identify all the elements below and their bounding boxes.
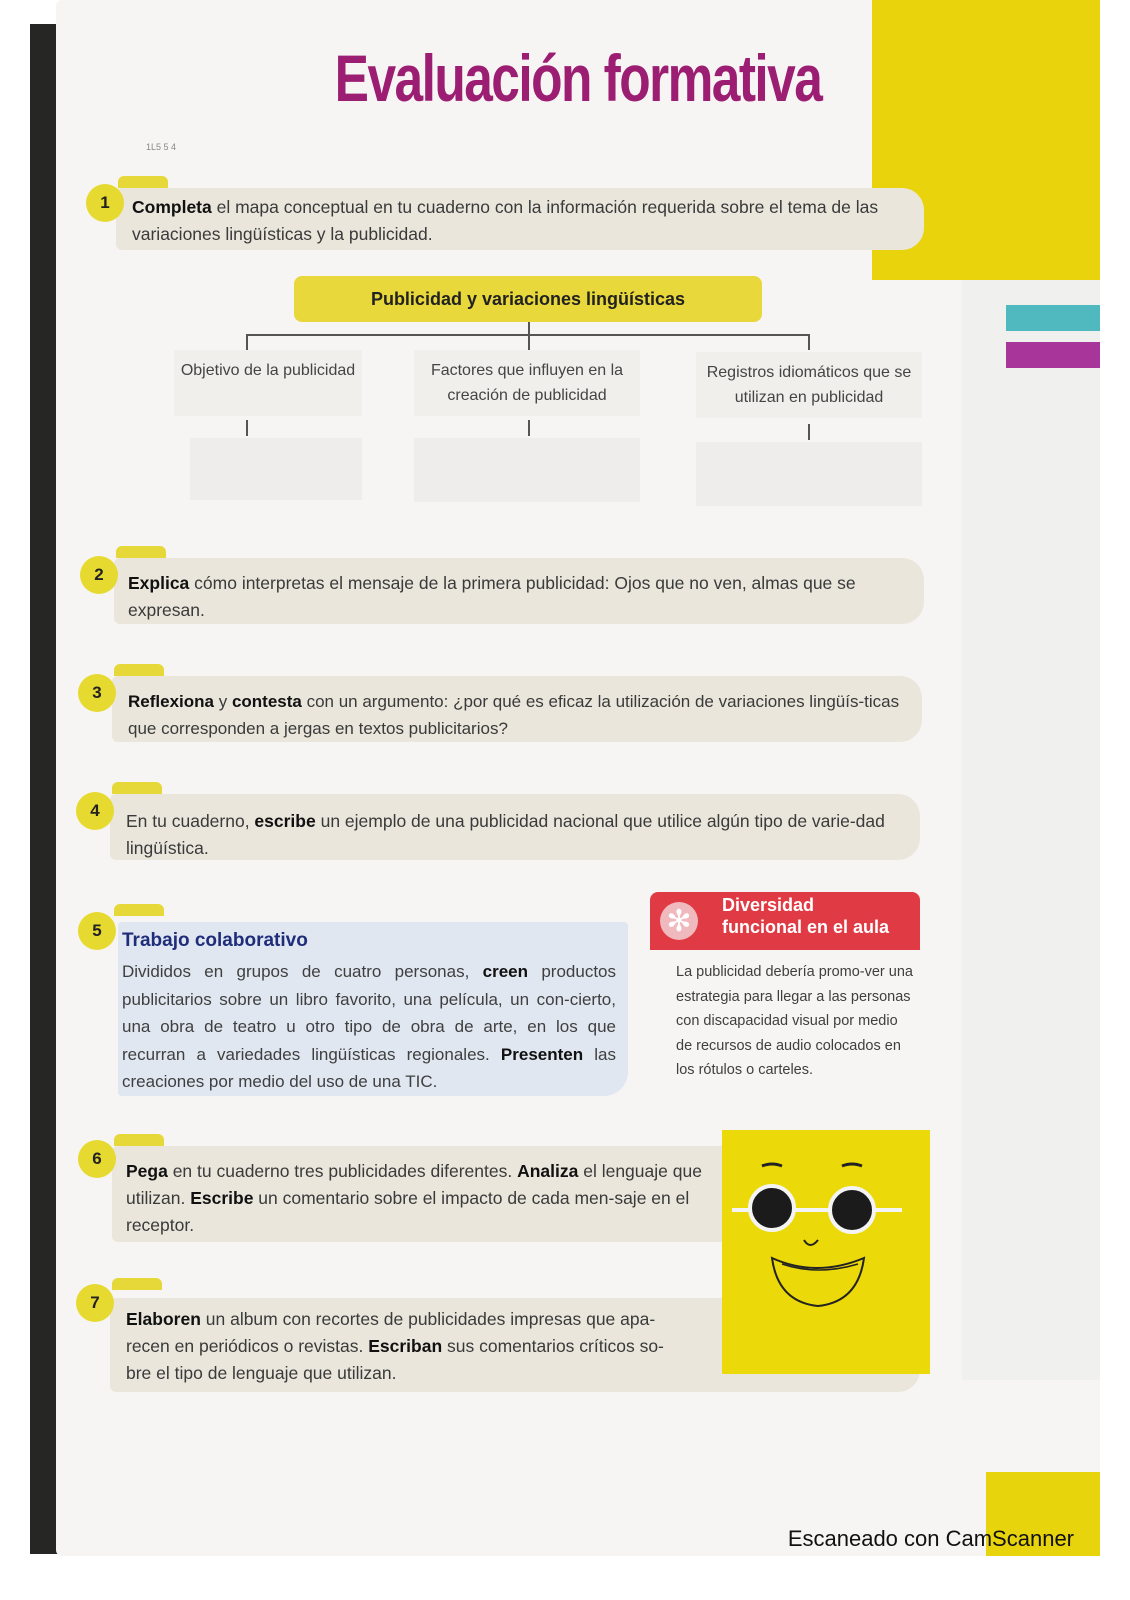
page-margin <box>962 280 1100 1380</box>
question-text-part: Completa <box>132 197 212 217</box>
diversity-title-line2: funcional en el aula <box>722 917 890 937</box>
question-tab <box>114 664 164 676</box>
question-number: 3 <box>78 674 116 712</box>
concept-map-empty-box <box>190 438 362 500</box>
collaborative-text <box>122 958 616 1096</box>
question-text-part: un ejemplo de una publicidad nacional que utilice algún tipo de varie-dad lingüística. <box>126 811 885 858</box>
question-6-text <box>126 1158 706 1239</box>
question-text-part: cómo interpretas el mensaje de la primera publicidad: Ojos que no ven, almas que se expresan. <box>128 573 856 620</box>
question-text-part: Pega <box>126 1161 168 1181</box>
question-text-part: con un argumento: ¿por qué es eficaz la utilización de variaciones lingüís-ticas que corresponden a jergas en textos publicitarios? <box>128 692 900 738</box>
question-number: 6 <box>78 1140 116 1178</box>
question-text-part: el lenguaje que utilizan. <box>126 1161 702 1208</box>
textbook-page <box>56 0 1100 1556</box>
question-text-part: escribe <box>254 811 316 831</box>
question-number: 4 <box>76 792 114 830</box>
flower-icon: ✻ <box>660 902 698 940</box>
question-text-part: Analiza <box>517 1161 579 1181</box>
scanner-watermark: Escaneado con CamScanner <box>787 1526 1074 1551</box>
map-connector <box>528 334 530 350</box>
question-text-part: y <box>213 692 232 711</box>
question-text-part: un album con recortes de publicidades impresas que apa-recen en periódicos o revistas. <box>126 1309 656 1356</box>
collaborative-text-part: Presenten <box>500 1044 584 1064</box>
map-connector <box>528 420 530 436</box>
question-number: 5 <box>78 912 116 950</box>
teal-stripe <box>1006 305 1100 331</box>
page-code: 1L5 5 4 <box>146 142 177 152</box>
concept-map-branch-registros: Registros idiomáticos que se utilizan en publicidad <box>696 352 922 418</box>
page-title: Evaluación formativa <box>334 41 822 115</box>
question-text-part: Reflexiona <box>128 692 214 711</box>
question-number: 2 <box>80 556 118 594</box>
question-text-part: contesta <box>231 692 302 711</box>
question-1-text <box>132 194 922 248</box>
question-text-part: el mapa conceptual en tu cuaderno con la información requerida sobre el tema de las variaciones lingüísticas y la publicidad. <box>132 197 879 244</box>
question-text-part: En tu cuaderno, <box>126 811 255 831</box>
question-text-part: en tu cuaderno tres publicidades diferentes. <box>167 1161 518 1181</box>
question-7-text <box>126 1306 686 1387</box>
concept-map-empty-box <box>696 442 922 506</box>
question-text-part: un comentario sobre el impacto de cada men-saje en el receptor. <box>126 1188 690 1235</box>
question-tab <box>114 904 164 916</box>
question-tab <box>112 1278 162 1290</box>
question-text-part: Elaboren <box>126 1309 201 1329</box>
collaborative-text-part: las creaciones por medio del uso de una TIC. <box>122 1044 616 1091</box>
question-tab <box>118 176 168 188</box>
map-connector <box>246 334 248 350</box>
question-text-part: Escriban <box>368 1336 443 1356</box>
collaborative-text-part: creen <box>482 962 529 981</box>
question-text-part: sus comentarios críticos so-bre el tipo de lenguaje que utilizan. <box>126 1336 664 1383</box>
question-4-text <box>126 808 916 862</box>
diversity-title <box>722 894 889 938</box>
magenta-stripe <box>1006 342 1100 368</box>
face-drawing-icon <box>722 1130 930 1374</box>
question-number: 7 <box>76 1284 114 1322</box>
concept-map-branch-objetivo: Objetivo de la publicidad <box>174 350 362 416</box>
question-tab <box>112 782 162 794</box>
concept-map-title: Publicidad y variaciones lingüísticas <box>294 276 762 322</box>
diversity-title-line1: Diversidad <box>722 895 815 915</box>
collaborative-title: Trabajo colaborativo <box>122 930 308 951</box>
question-number: 1 <box>86 184 124 222</box>
concept-map-empty-box <box>414 438 640 502</box>
question-2-text <box>128 570 918 624</box>
concept-map-branch-factores: Factores que influyen en la creación de publicidad <box>414 350 640 416</box>
map-connector <box>808 334 810 350</box>
collaborative-text-part: Divididos en grupos de cuatro personas, <box>122 962 483 981</box>
question-tab <box>116 546 166 558</box>
map-connector <box>808 424 810 440</box>
question-tab <box>114 1134 164 1146</box>
collaborative-text-part: productos publicitarios sobre un libro favorito, una película, un con-cierto, una obra de teatro u otro tipo de obra de arte, en los que recurran a variedades lingüísticas regionales. <box>122 962 616 1064</box>
question-text-part: Explica <box>128 573 190 593</box>
question-text-part: Escribe <box>190 1188 254 1208</box>
question-3-text <box>128 688 918 742</box>
smiley-face-illustration <box>722 1130 930 1374</box>
map-connector <box>246 420 248 436</box>
diversity-text: La publicidad debería promo-ver una estrategia para llegar a las personas con discapacidad visual por medio de recursos de audio colocados en los rótulos o carteles. <box>676 964 913 1078</box>
